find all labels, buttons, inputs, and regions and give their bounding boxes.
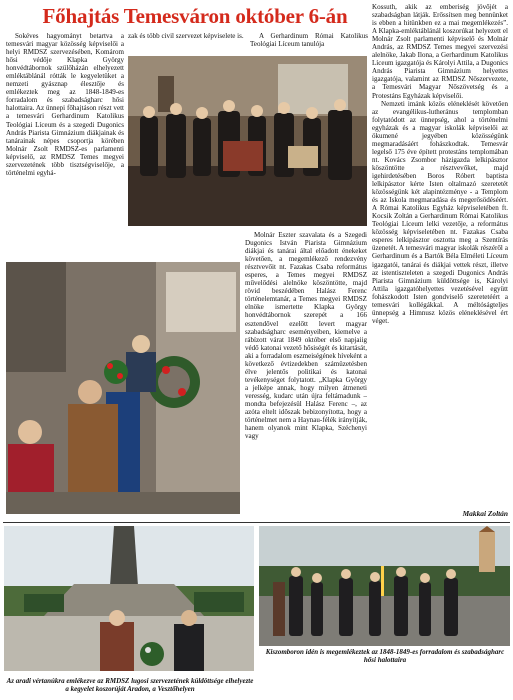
headline: Főhajtás Temesváron október 6-án (42, 4, 348, 28)
article-column-mid (245, 231, 367, 519)
article-paragraph: Sokéves hagyományt betartva a temesvári magyar közösség képviselői a helyi RMDSZ szervezésében, Komárom hősi védője Klapka György honvédtábornok szülőházán elhelyezett emléktáblánál rótták le kegyeletüket a nemzeti gyásznap élesztője és emlékeztek meg az 1848-1849-es forradalom és szabadságharc hősi halottaira. Az ünnepi főhajtáson részt vett a temesvári Gerhardinum Katolikus Teológiai Líceum és a szegedi Dugonics András Piarista Gimnázium diákjainak és tanárainak népes csoportja körében Molnár Zsolt RMDSZ-es parlamenti képviselő, az RMDSZ Temes megyei szervezetének több tisztségviselője, a történelmi egyhá- (6, 32, 124, 177)
article-paragraph: Molnár Eszter szavalata és a Szegedi Dugonics István Piarista Gimnázium diákjai és tanárai által előadott énekeket követően, a megemlékező rendezvény résztvevőit nt. Fazakas Csaba református esperes, a Temes megyei RMDSZ művelődési alelnöke köszöntötte, majd rövid beszédében Halász Ferenc történelemtanár, a Temes megyei RMDSZ elnöke ismertette Klapka György honvédtábornok szerepét a 166 esztendővel ezelőtt levert magyar szabadságharc eseményeiben, kiemelve a rábízott várat 1849 október első napjaiig védő katonai vezető hősiségét és kitartását, aki a forradalom eszmeiségének híveként a következő évtizedekben számüzetésben élve jelentős politikai és katonai tevékenységet folytatott. „Klapka György a jelképe annak, hogy milyen átmeneti veresség, kudarc után újra feltámadunk – mondta befejezésül Halász Ferenc –, az azóta eltelt idõszak bebizonyította, hogy a történelmet nem a Haynau-félék irányítják, hanem olyanok mint Klapka, Széchenyi vagy (245, 231, 367, 441)
article-column-3 (250, 32, 368, 52)
article-paragraph: Kossuth, akik az emberiség jövőjét a szabadságban látják. Erőssítsen meg bennünket is ebben a hitünkben ez a mai megemlékezés”. A Klapka-emléktáblánál koszorúkat helyezett el Molnár Zsolt parlamenti képviselő és Molnár András, az RMDSZ Temes megyei szervezési alelnöke, Jakab Ilona, a Gerhardinum Katolikus Líceum igazgatója és Károlyi Attila, a Dugonics András Piarista Gimnázium helyettes igazgatója, valamint az RMDSZ Nőszervezete, a Temesvári Magyar Nőszövetség és a Protestáns Egyházak képviselői. (372, 3, 508, 100)
photo-kiszombor-procession (259, 526, 510, 646)
caption-left: Az aradi vértanúkra emlékezve az RMDSZ lugosi szervezetének küldöttsége elhelyezte a kegyelet koszorúját Aradon, a Vesztőhelyen (6, 677, 254, 694)
article-column-1 (6, 32, 124, 258)
author-byline: Makkai Zoltán (462, 509, 508, 518)
caption-right: Kiszomboron idén is megemlékeztek az 1848-1849-es forradalom és szabadságharc hősi halottaira (265, 648, 505, 665)
article-paragraph: zak és több civil szervezet képviselete is. (128, 32, 244, 40)
photo-group-at-plaque (128, 56, 367, 226)
photo-wreath-laying (6, 262, 240, 514)
photo-arad-monument (4, 526, 254, 671)
article-column-2 (128, 32, 246, 52)
separator-line (3, 522, 510, 523)
article-paragraph: A Gerhardinum Római Katolikus Teológiai Líceum tanulója (250, 32, 368, 49)
article-paragraph: Nemzeti imánk közös eléneklését követően az evangélikus-lutheránus templomban folytatódott az ünnepség, ahol a történelmi egyházak és a magyar iskolák képviselői az ökumené jegyében közösségünk megmaradásáért fohászkodtak. Temesvár legelső 175 éve épített protestáns templomában nt. Kovács Zsombor házigazda lelkipásztor köszöntötte a résztvevőket, majd igehirdetésében Boros Róbert baptista lelkipásztor kérte Isten oltalmazó szeretetét közösségünk két alapintézménye - a Templom és az Iskola megmaradása és megerősödéséért. A Római Katolikus Egyház képviseletében ft. Kocsik Zoltán a Gerhardinum Római Katolikus Teológiai Líceum lelki vezetője, a református közösség képviseletében nt. Fazakas Csaba esperes lelkipásztor osztotta meg a Szentírás üzenetét. A temesvári magyar iskolák részéről a Gerhardinum és a Bartók Béla Elméleti Líceum igazgatói, tanárai és diákjai vettek részt, illetve az istentiszteleten a szegedi Dugonics András Piarista Gimnázium küldöttsége is, Károlyi Attila igazgatóhelyettes vezetésével együtt fohászkodott Isten gondviselő szeretetéért a temesvári kollégákkal. A méltóságteljes ünnepség a Himnusz közös eléneklésével ért véget. (372, 99, 508, 325)
article-column-4 (372, 3, 508, 521)
